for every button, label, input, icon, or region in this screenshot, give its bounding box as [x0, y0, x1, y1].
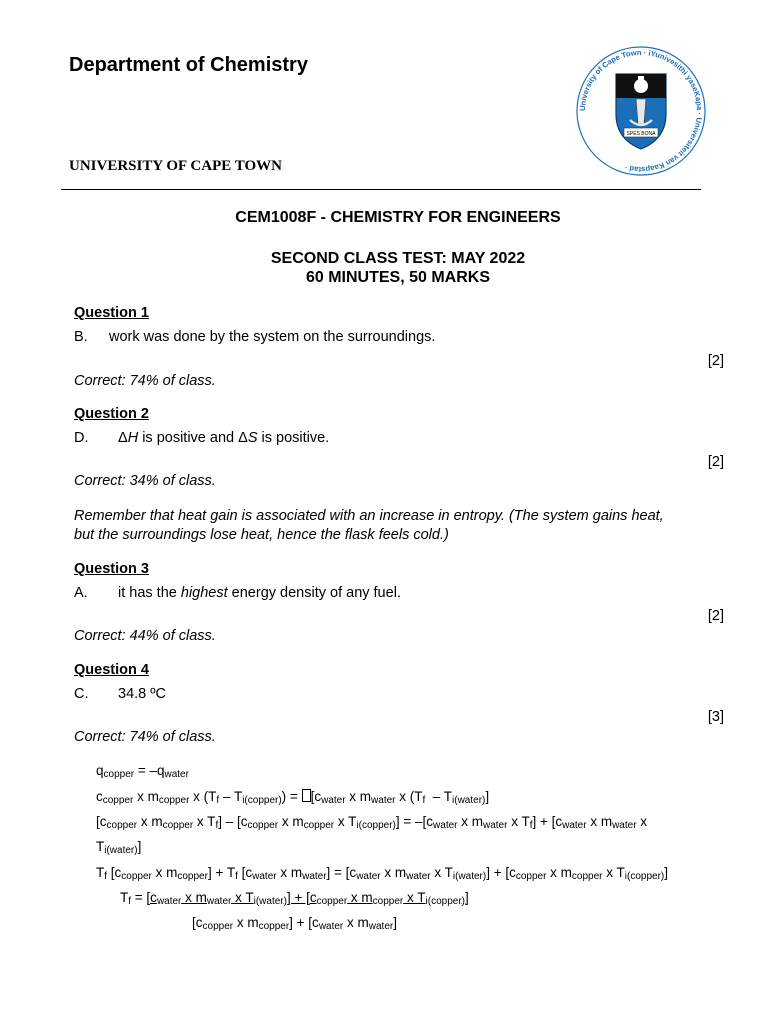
question-2-marks: [2]	[707, 454, 724, 470]
question-4-marks: [3]	[707, 709, 724, 725]
question-1-marks: [2]	[707, 353, 724, 369]
question-3-letter: A.	[74, 585, 88, 601]
svg-text:SPES BONA: SPES BONA	[626, 131, 656, 137]
equation-line-1: $q_{copper} = -q_{water}$	[96, 763, 189, 780]
equation-line-3: [$c_{copper}$ x $m_{copper}$ x $T_f] - [c_{copper}$ x $m_{copper}$ x $T_{i(copper)}] = -[c_{water}$ x $m_{water}$ x $T_f] + [c_{water}$ x $m_{water}$ x	[96, 814, 648, 831]
test-title: SECOND CLASS TEST: MAY 2022	[270, 250, 526, 267]
equation-line-6-numerator: $T_f = [c_{water}$ x $m_{water}$ x $T_{i(water)}] + [c_{copper}$ x $m_{copper}$ x $T_{i(copper)}$]	[120, 890, 469, 907]
test-duration: 60 MINUTES, 50 MARKS	[305, 269, 491, 286]
question-2-answer: ΔH is positive and ΔS is positive.	[118, 430, 330, 446]
question-2-note-line-2: but the surroundings lose heat, hence the flask feels cold.)	[74, 527, 449, 543]
course-title: CEM1008F - CHEMISTRY FOR ENGINEERS	[235, 209, 561, 226]
question-4-answer: 34.8 ºC	[118, 686, 167, 702]
question-1-answer: work was done by the system on the surroundings.	[109, 329, 436, 345]
question-2-note-line-1: Remember that heat gain is associated with an increase in entropy. (The system gains heat,	[74, 508, 664, 524]
question-4-correct: Correct: 74% of class.	[74, 729, 216, 745]
equation-line-5: $T_f$ [$c_{copper}$ x $m_{copper}] + T_f$ [$c_{water}$ x $m_{water}] = [c_{water}$ x $m_{water}$ x $T_{i(water)}] + [c_{copper}$ x $m_{copper}$ x $T_{i(copper)}$]	[96, 865, 668, 882]
equation-line-2: $c_{copper}$ x $m_{copper}$ x $(T_f - T_{i(copper)}) = [c_{water}$ x $m_{water}$ x $(T_f - T_{i(water)}]$	[96, 789, 490, 806]
question-4-heading: Question 4	[74, 662, 149, 678]
question-1-correct: Correct: 74% of class.	[74, 373, 216, 389]
question-2-letter: D.	[74, 430, 89, 446]
question-4-letter: C.	[74, 686, 89, 702]
question-3-heading: Question 3	[74, 561, 149, 577]
equation-line-7-denominator: [$c_{copper}$ x $m_{copper}] + [c_{water}$ x $m_{water}$]	[192, 915, 397, 932]
question-3-marks: [2]	[707, 608, 724, 624]
question-1-letter: B.	[74, 329, 88, 345]
equation-line-4: $T_{i(water)}$]	[96, 839, 142, 856]
university-name: UNIVERSITY OF CAPE TOWN	[69, 158, 282, 174]
department-heading: Department of Chemistry	[69, 54, 308, 76]
question-3-answer: it has the highest energy density of any fuel.	[118, 585, 401, 601]
svg-text:University of Cape Town · iYun: University of Cape Town · iYunivesithi yaseKapa · Universiteit van Kaapstad ·	[577, 47, 705, 175]
question-3-correct: Correct: 44% of class.	[74, 628, 216, 644]
question-1-heading: Question 1	[74, 305, 149, 321]
question-2-heading: Question 2	[74, 406, 149, 422]
question-2-correct: Correct: 34% of class.	[74, 473, 216, 489]
header-divider	[61, 189, 701, 190]
university-crest-logo	[574, 44, 708, 178]
